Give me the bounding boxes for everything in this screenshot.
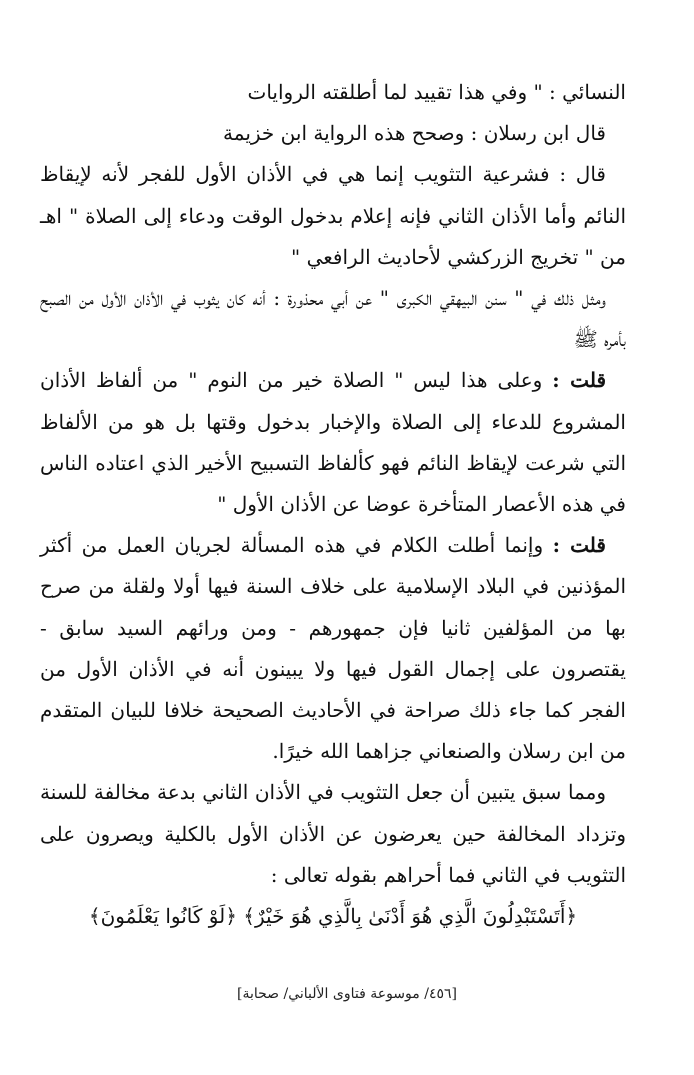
paragraph-6-text: وإنما أطلت الكلام في هذه المسألة لجريان العمل من أكثر المؤذنين في البلاد الإسلامية على خلاف السنة فيها أولا ولقلة من صرح بها من المؤلفين ثانيا فإن جمهورهم - ومن ورائهم السيد سابق - يقتصرون على إجمال القول فيها ولا يبينون أنه في الأذان الأول من الفجر كما جاء ذلك صراحة في الأحاديث الصحيحة خلافا للبيان المتقدم من ابن رسلان والصنعاني جزاهما الله خيرًا. <box>40 533 627 764</box>
paragraph-2-text: قال ابن رسلان : وصحح هذه الرواية ابن خزيمة <box>223 121 606 146</box>
ornate-bracket-open: ﴿ <box>565 904 578 929</box>
paragraph-5-text: وعلى هذا ليس " الصلاة خير من النوم " من ألفاظ الأذان المشروع للدعاء إلى الصلاة والإخبار بدخول وقتها بل هو من الألفاظ التي شرعت لإيقاظ النائم فهو كألفاظ التسبيح الأخير الذي اعتاده الناس في هذه الأعصار المتأخرة عوضا عن الأذان الأول " <box>40 368 626 517</box>
paragraph-1 <box>40 72 626 113</box>
page-footer: [٤٥٦/ موسوعة فتاوى الألباني/ صحابة] <box>237 986 457 1002</box>
paragraph-3-text: قال : فشرعية التثويب إنما هي في الأذان الأول للفجر لأنه لإيقاظ النائم وأما الأذان الثاني فإنه إعلام بدخول الوقت ودعاء إلى الصلاة " اهـ من " تخريج الزركشي لأحاديث الرافعي " <box>40 162 626 269</box>
quran-verse-2: لَوْ كَانُوا يَعْلَمُونَ <box>100 904 226 929</box>
paragraph-7 <box>40 772 626 896</box>
qultu-label: قلت : <box>552 368 607 393</box>
ornate-bracket-close: ﴾ <box>88 904 101 929</box>
paragraph-7-text: ومما سبق يتبين أن جعل التثويب في الأذان الثاني بدعة مخالفة للسنة وتزداد المخالفة حين يعرضون عن الأذان الأول بالكلية ويصرون على التثويب في الثاني فما أحراهم بقوله تعالى : <box>40 780 626 887</box>
paragraph-6 <box>40 525 626 772</box>
paragraph-2 <box>40 113 626 154</box>
ornate-bracket-close: ﴾ <box>243 904 256 929</box>
paragraph-4-text: ومثل ذلك في " سنن البيهقي الكبرى " عن أبي محذورة : أنه كان يثوب في الأذان الأول من الصبح بأمره ﷺ <box>40 286 626 352</box>
paragraph-1-text: النسائي : " وفي هذا تقييد لما أطلقته الروايات <box>247 80 626 104</box>
qultu-label: قلت : <box>552 533 606 558</box>
quran-verse-1: أَتَسْتَبْدِلُونَ الَّذِي هُوَ أَدْنَىٰ بِالَّذِي هُوَ خَيْرٌ <box>255 904 566 929</box>
paragraph-5 <box>40 360 626 525</box>
body-text <box>40 72 626 937</box>
paragraph-4 <box>40 278 626 360</box>
paragraph-3 <box>40 154 626 278</box>
quran-verse-line <box>40 896 626 937</box>
ornate-bracket-open: ﴿ <box>225 904 237 929</box>
